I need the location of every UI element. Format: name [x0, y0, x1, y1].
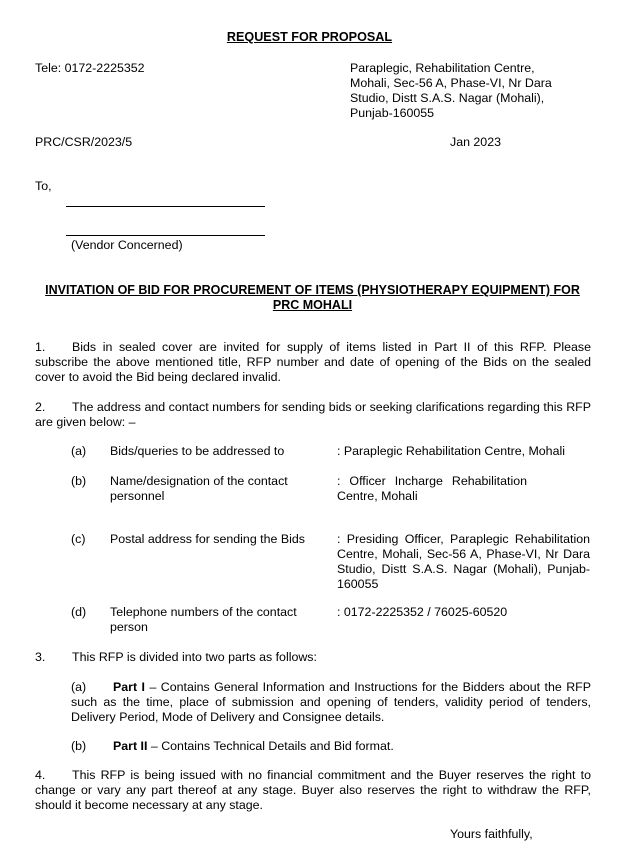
- contact-label: (c): [71, 532, 86, 546]
- contact-key: Name/designation of the contact personnel: [110, 474, 288, 503]
- contact-label: (d): [71, 605, 87, 619]
- address-line: Punjab-160055: [350, 106, 435, 120]
- sender-address: [350, 61, 590, 121]
- contact-key: Telephone numbers of the contact person: [110, 605, 297, 634]
- contact-value: : Paraplegic Rehabilitation Centre, Mohali: [337, 444, 565, 458]
- contact-value: : 0172-2225352 / 76025-60520: [337, 605, 508, 619]
- contact-label: (b): [71, 474, 87, 488]
- contact-key: Postal address for sending the Bids: [110, 532, 305, 546]
- closing-salutation: Yours faithfully,: [450, 827, 533, 841]
- invitation-heading: [35, 283, 590, 313]
- part-label: (b): [71, 739, 87, 753]
- recipient-blank-line: [66, 235, 265, 236]
- part-text: – Contains Technical Details and Bid format.: [147, 739, 394, 753]
- paragraph-2: [35, 400, 591, 430]
- address-line: Mohali, Sec-56 A, Phase-VI, Nr Dara: [350, 76, 552, 90]
- part-text: – Contains General Information and Instructions for the Bidders about the RFP such as the time, place of submission and opening of tenders, validity period of tenders, Delivery Period, Mode of Delivery and Consignee details.: [71, 680, 591, 724]
- contact-key: Bids/queries to be addressed to: [110, 444, 285, 458]
- document-date: Jan 2023: [450, 135, 501, 149]
- part-name: Part I: [113, 680, 145, 694]
- telephone: Tele: 0172-2225352: [35, 61, 145, 75]
- part-item: [71, 680, 591, 725]
- paragraph-number: 3.: [35, 650, 46, 664]
- recipient-blank-line: [66, 206, 265, 207]
- paragraph-3: [35, 650, 317, 665]
- address-line: Paraplegic, Rehabilitation Centre,: [350, 61, 535, 75]
- part-name: Part II: [113, 739, 148, 753]
- paragraph-text: This RFP is divided into two parts as follows:: [72, 650, 317, 664]
- paragraph-number: 1.: [35, 340, 46, 354]
- part-label: (a): [71, 680, 87, 694]
- contact-value: : Officer Incharge Rehabilitation Centre, Mohali: [337, 474, 527, 503]
- paragraph-4: [35, 768, 591, 813]
- paragraph-number: 2.: [35, 400, 46, 414]
- document-title: REQUEST FOR PROPOSAL: [226, 30, 393, 44]
- contact-label: (a): [71, 444, 87, 458]
- contact-value: : Presiding Officer, Paraplegic Rehabilitation Centre, Mohali, Sec-56 A, Phase-VI, Nr Dara Studio, Distt S.A.S. Nagar (Mohali), Punjab-160055: [337, 532, 590, 591]
- paragraph-text: The address and contact numbers for sending bids or seeking clarifications regarding this RFP are given below: –: [35, 400, 591, 429]
- heading-line: INVITATION OF BID FOR PROCUREMENT OF ITEMS (PHYSIOTHERAPY EQUIPMENT) FOR: [45, 283, 580, 297]
- paragraph-number: 4.: [35, 768, 46, 782]
- vendor-label: (Vendor Concerned): [71, 238, 183, 252]
- part-item: [71, 739, 591, 754]
- paragraph-text: Bids in sealed cover are invited for supply of items listed in Part II of this RFP. Please subscribe the above mentioned title, RFP number and date of opening of the Bids on the sealed cover to avoid the Bid being declared invalid.: [35, 340, 591, 384]
- heading-line: PRC MOHALI: [272, 298, 353, 312]
- address-line: Studio, Distt S.A.S. Nagar (Mohali),: [350, 91, 545, 105]
- paragraph-1: [35, 340, 591, 385]
- recipient-salutation: To,: [35, 179, 52, 193]
- paragraph-text: This RFP is being issued with no financial commitment and the Buyer reserves the right to change or vary any part thereof at any stage. Buyer also reserves the right to withdraw the RFP, should it become necessary at any stage.: [35, 768, 591, 812]
- reference-number: PRC/CSR/2023/5: [35, 135, 133, 149]
